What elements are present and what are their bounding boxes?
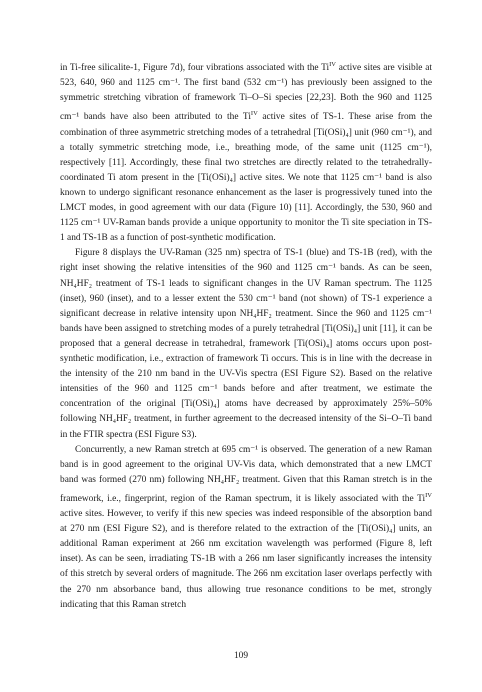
body-text [60, 57, 432, 613]
paragraph-2: Figure 8 displays the UV-Raman (325 nm) spectra of TS-1 (blue) and TS-1B (red), with the right inset showing the relative intensities of the 960 and 1125 cm⁻¹ bands. As can be seen, NH₄HF₂ treatment of TS-1 leads to significant changes in the UV Raman spectrum. The 1125 (inset), 960 (inset), and to a lesser extent the 530 cm⁻¹ band (not shown) of TS-1 experience a significant decrease in relative intensity upon NH₄HF₂ treatment. Since the 960 and 1125 cm⁻¹ bands have been assigned to stretching modes of a purely tetrahedral [Ti(OSi)₄] unit [11], it can be proposed that a general decrease in tetrahedral, framework [Ti(OSi)₄] atoms occurs upon post-synthetic modification, i.e., extraction of framework Ti occurs. This is in line with the decrease in the intensity of the 210 nm band in the UV-Vis spectra (ESI Figure S2). Based on the relative intensities of the 960 and 1125 cm⁻¹ bands before and after treatment, we estimate the concentration of the original [Ti(OSi)₄] atoms have decreased by approximately 25%–50% following NH₄HF₂ treatment, in further agreement to the decreased intensity of the Si–O–Ti band in the FTIR spectra (ESI Figure S3). [60, 248, 432, 440]
page-number: 109 [233, 651, 249, 661]
paragraph-3: Concurrently, a new Raman stretch at 695 cm⁻¹ is observed. The generation of a new Raman band is in good agreement to the original UV-Vis data, which demonstrated that a new LMCT band was formed (270 nm) following NH₄HF₂ treatment. Given that this Raman stretch is in the framework, i.e., fingerprint, region of the Raman spectrum, it is likely associated with the $Ti^{IV}$ active sites. However, to verify if this new species was indeed responsible of the absorption band at 270 nm (ESI Figure S2), and is therefore related to the extraction of the [Ti(OSi)₄] units, an additional Raman experiment at 266 nm excitation wavelength was performed (Figure 8, left inset). As can be seen, irradiating TS-1B with a 266 nm laser significantly increases the intensity of this stretch by several orders of magnitude. The 266 nm excitation laser overlaps perfectly with the 270 nm absorbance band, thus allowing true resonance conditions to be met, strongly indicating that this Raman stretch [60, 444, 432, 610]
oxidation-state-superscript: IV [250, 110, 258, 118]
oxidation-state-superscript: IV [425, 491, 432, 499]
oxidation-state-superscript: IV [329, 61, 336, 68]
paragraph-1: in Ti-free silicalite-1, Figure 7d), four vibrations associated with the $Ti^{IV}$ active sites are visible at 523, 640, 960 and 1125 cm⁻¹. The first band (532 cm⁻¹) has previously been assigned to the symmetric stretching vibration of framework Ti–O–Si species [22,23]. Both the 960 and 1125 cm⁻¹ bands have also been attributed to the $Ti^{IV}$ active sites of TS-1. These arise from the combination of three asymmetric stretching modes of a tetrahedral [Ti(OSi)₄] unit (960 cm⁻¹), and a totally symmetric stretching mode, i.e., breathing mode, of the same unit (1125 cm⁻¹), respectively [11]. Accordingly, these final two stretches are directly related to the tetrahedrally-coordinated Ti atom present in the [Ti(OSi)₄] active sites. We note that 1125 cm⁻¹ band is also known to undergo significant resonance enhancement as the laser is progressively tuned into the LMCT modes, in good agreement with our data (Figure 10) [11]. Accordingly, the 530, 960 and 1125 cm⁻¹ UV-Raman bands provide a unique opportunity to monitor the Ti site speciation in TS-1 and TS-1B as a function of post-synthetic modification. [60, 61, 432, 244]
